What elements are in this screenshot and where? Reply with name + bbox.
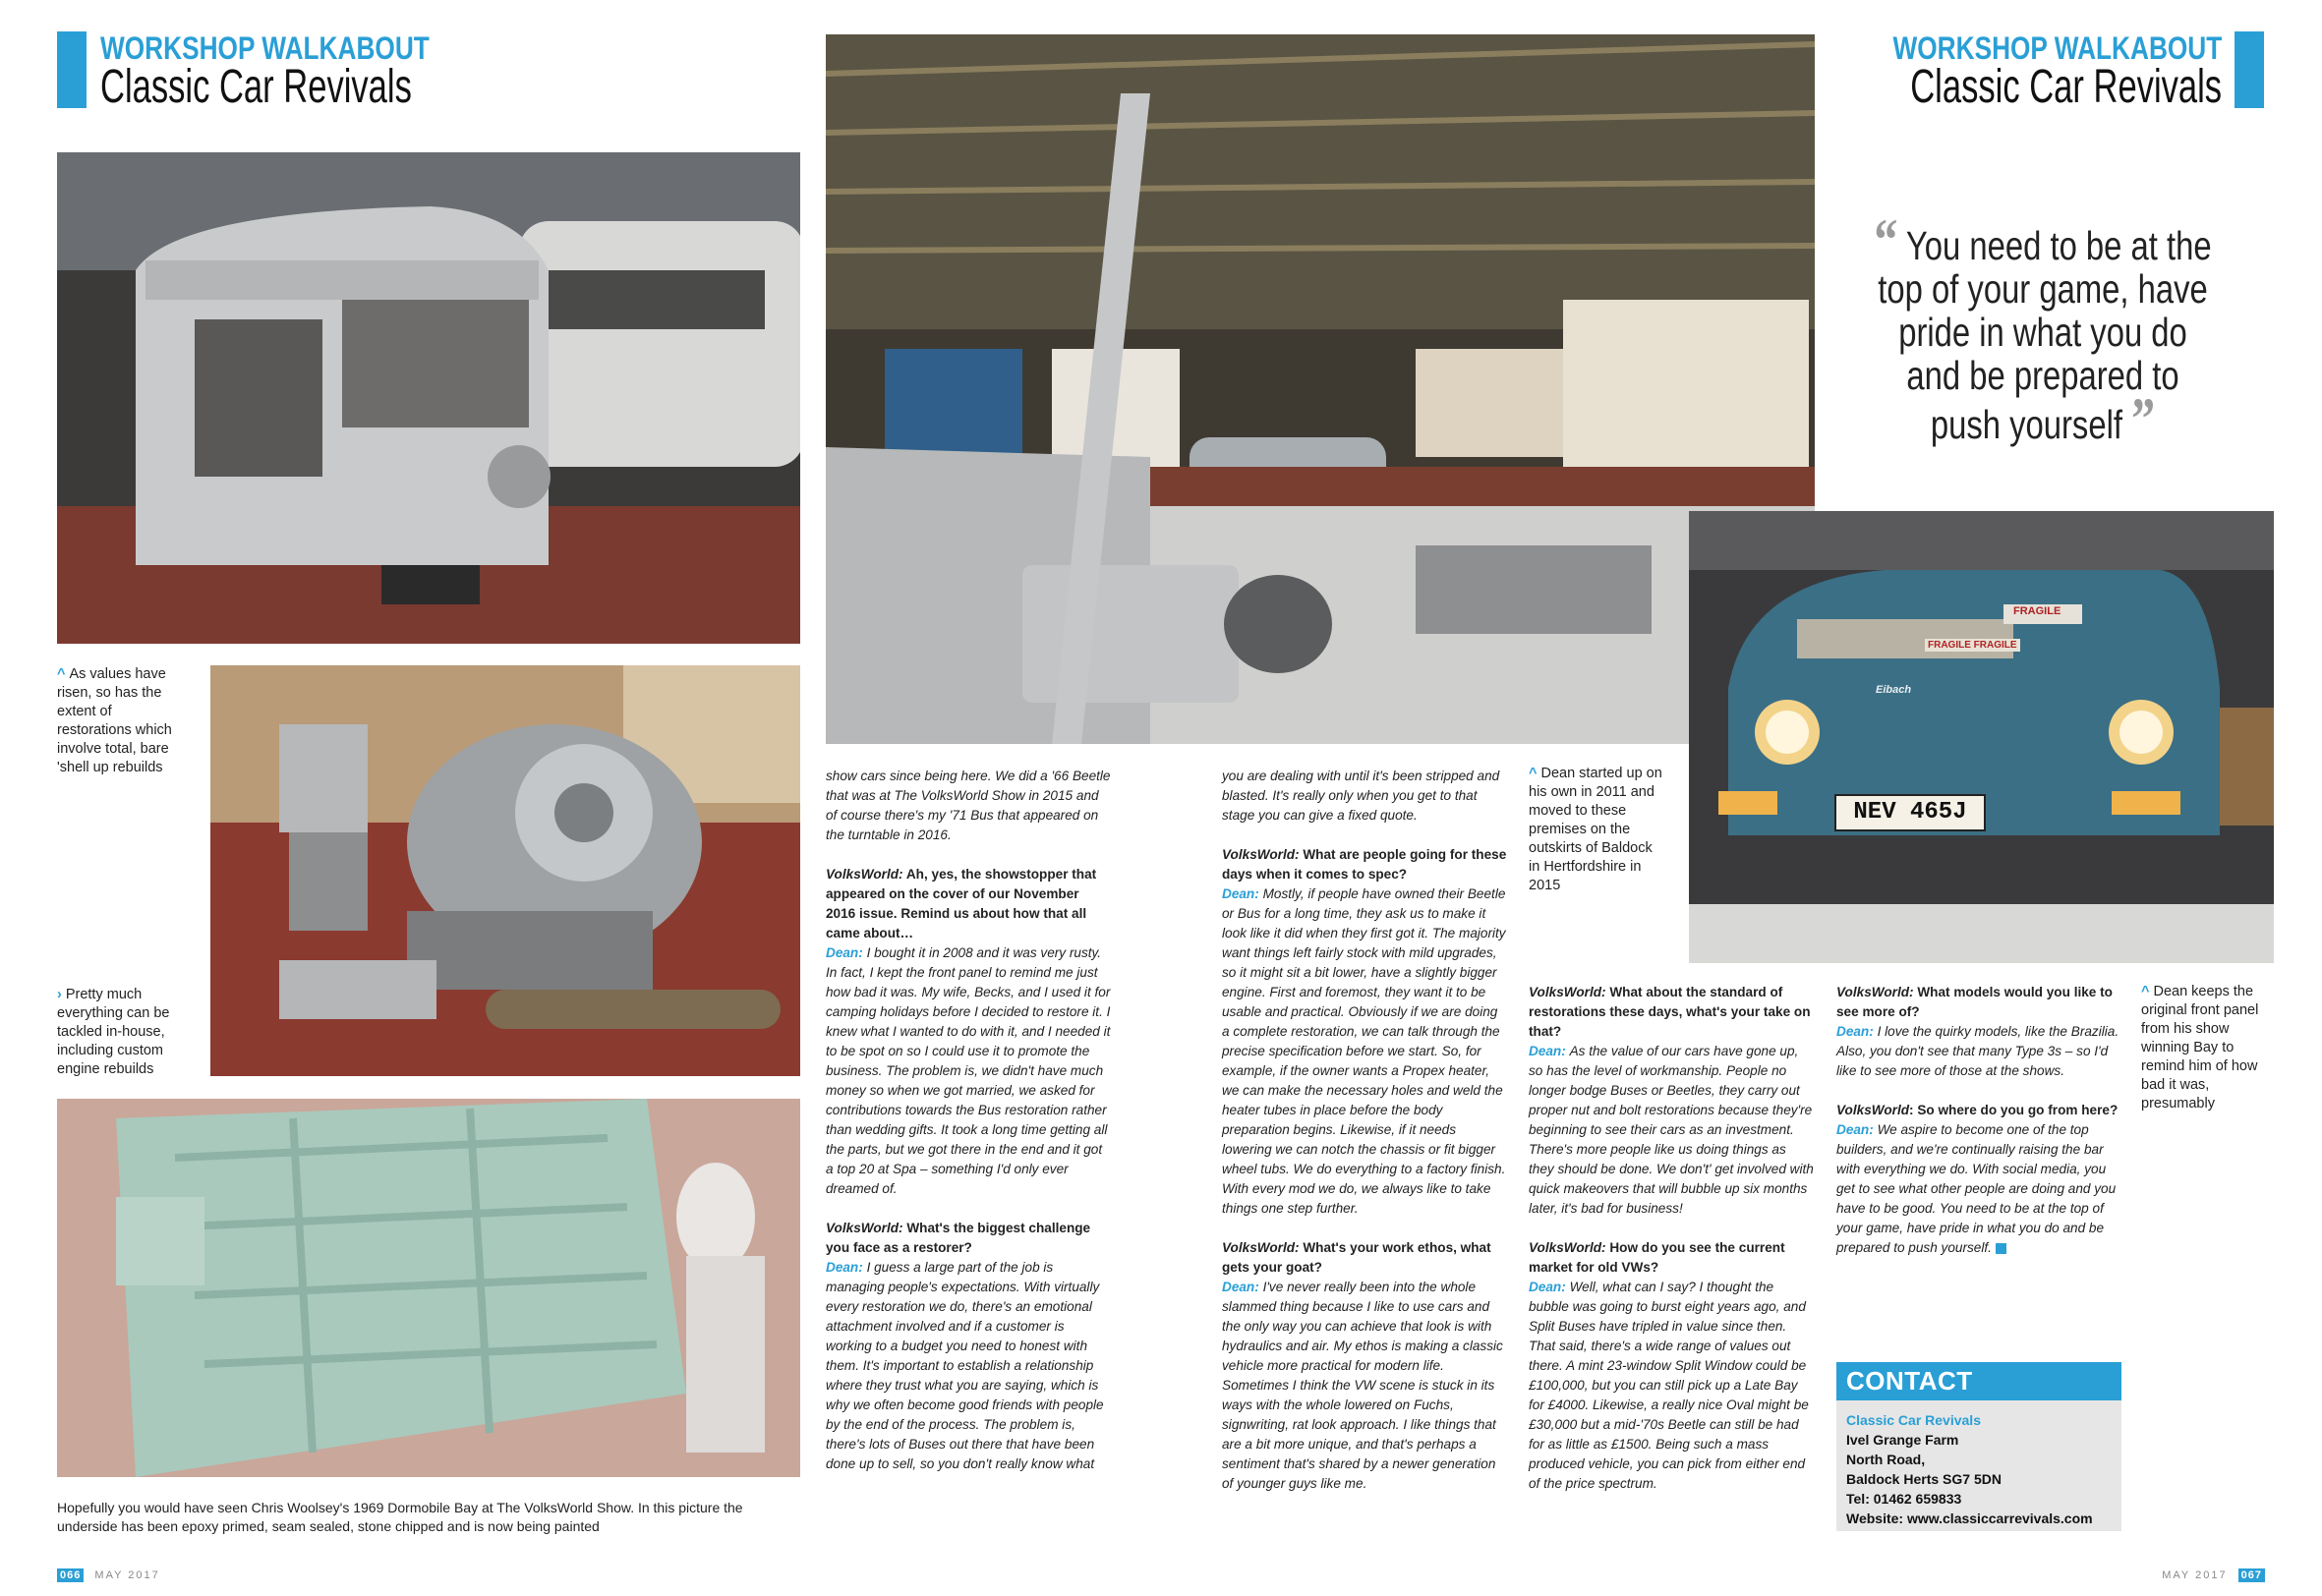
caption-bottom-text: Hopefully you would have seen Chris Woolsey's 1969 Dormobile Bay at The VolksWorld Show. In this picture the underside has been epoxy primed, seam sealed, stone chipped and is now being painted (57, 1500, 743, 1534)
caption-dean-keeps-text: Dean keeps the original front panel from his show winning Bay to remind him of how bad it was, presumably (2141, 984, 2259, 1112)
contact-address-line3: Baldock Herts SG7 5DN (1846, 1471, 2002, 1487)
article-column-2 (1222, 767, 1507, 1513)
caret-up-icon: ^ (2141, 984, 2150, 999)
qa-block: VolksWorld: What's the biggest challenge you face as a restorer? Dean: I guess a large part of the job is managing people's expectations. With virtually every restoration we do, there's an emotional attachment involved and if a customer is working to a budget you need to honest with them. It's important to establish a relationship where they trust what you are saying, which is why we often become good friends with people by the end of the process. The problem is, there's lots of Buses out there that have been done up to sell, so you don't really know what (826, 1221, 1104, 1471)
contact-box (1836, 1362, 2121, 1531)
issue-date-right: MAY 2017 (2162, 1569, 2228, 1581)
header-accent-bar-right (2235, 31, 2264, 108)
article-column-4 (1836, 983, 2121, 1278)
qa-block: VolksWorld: Ah, yes, the showstopper that appeared on the cover of our November 2016 issue. Remind us about how that all came about… Dean: I bought it in 2008 and it was very rusty. In fact, I kept the front panel to remind me just how bad it was. My wife, Becks, and I used it for camping holidays before I decided to restore it. I knew what I wanted to do with it, and I needed it to be spot on so I could use it to promote the business. The problem is, we didn't have much money so when we got married, we asked for contributions towards the Bus restoration rather than wedding gifts. It took a long time getting all the parts, but we got there in the end and it got a top 20 at Spa – something I'd only ever dreamed of. (826, 867, 1111, 1196)
caption-inhouse (57, 986, 185, 1079)
qa-block: VolksWorld: What about the standard of restorations these days, what's your take on that? Dean: As the value of our cars have gone up, so has the level of workmanship. People no longer bodge Buses or Beetles, they carry out proper nut and bolt restorations because they're beginning to see their cars as an investment. There's more people like us doing things as they should be done. We don't' get involved with quick makeovers that will bubble up six months later, it's bad for business! (1529, 985, 1814, 1216)
article-column-3 (1529, 983, 1814, 1513)
caption-inhouse-text: Pretty much everything can be tackled in-house, including custom engine rebuilds (57, 987, 170, 1077)
caption-dean-started (1529, 765, 1666, 895)
caption-dean-started-text: Dean started up on his own in 2011 and moved to these premises on the outskirts of Baldock in Hertfordshire in 2015 (1529, 766, 1662, 893)
photo-custom-engine (210, 665, 800, 1076)
caption-values-text: As values have risen, so has the extent of restorations which involve total, bare 'shell up rebuilds (57, 666, 172, 775)
photo-bus-shell (57, 152, 800, 644)
qa-block: VolksWorld: What models would you like to see more of? Dean: I love the quirky models, like the Brazilia. Also, you don't see that many Type 3s – so I'd like to see more of those at the shows. (1836, 985, 2119, 1078)
article-column-1 (826, 767, 1111, 1494)
qa-block: VolksWorld: What are people going for these days when it comes to spec? Dean: Mostly, if people have owned their Beetle or Bus for a long time, they ask us to make it look like it did when they first got it. The majority want things left fairly stock with mild upgrades, so it might sit a bit lower, have a slightly bigger engine. First and foremost, they want it to be usable and practical. Obviously if we are doing a complete restoration, we can talk through the precise specification before we start. So, for example, if the owner wants a Propex heater, we can make the necessary holes and weld the heater tubes in place before the body preparation begins. Likewise, if it needs lowering we can notch the chassis or fit bigger wheel tubs. We do everything to a factory finish. With every mod we do, we always like to take things one step further. (1222, 847, 1507, 1216)
paragraph: show cars since being here. We did a '66 Beetle that was at The VolksWorld Show in 2015 and of course there's my '71 Bus that appeared on the turntable in 2016. (826, 769, 1111, 842)
sticker-fragile-fragile: FRAGILE FRAGILE (1925, 639, 2020, 652)
header-title-right: Classic Car Revivals (1910, 61, 2222, 113)
qa-block: VolksWorld: How do you see the current market for old VWs? Dean: Well, what can I say? I thought the bubble was going to burst eight years ago, and Split Buses have tripled in value since then. That said, there's a wide range of values out there. A mint 23-window Split Window could be £100,000, but you can still pick up a Late Bay for £4000. Likewise, a really nice Oval might be £30,000 but a mid-'70s Beetle can still be had for as little as £1500. Being such a mass produced vehicle, you can pick from either end of the price spectrum. (1529, 1240, 1809, 1491)
caption-values (57, 665, 180, 777)
contact-address-line1: Ivel Grange Farm (1846, 1432, 1959, 1448)
caret-up-icon: ^ (57, 666, 66, 682)
chevron-right-icon: › (57, 987, 62, 1002)
qa-block: VolksWorld: What's your work ethos, what gets your goat? Dean: I've never really been into the whole slammed thing because I like to use cars and the only way you can achieve that look is with hydraulics and air. My ethos is making a classic vehicle more practical for modern life. Sometimes I think the VW scene is stuck in its ways with the whole lowered on Fuchs, signwriting, rat look approach. I like things that are a bit more unique, and that's perhaps a sentiment that's shared by a newer generation of younger guys like me. (1222, 1240, 1503, 1491)
folio-left (57, 1568, 160, 1582)
photo-underside-painting (57, 1099, 800, 1477)
page-number-right: 067 (2238, 1568, 2265, 1582)
page-number-left: 066 (57, 1568, 84, 1582)
caret-up-icon: ^ (1529, 766, 1538, 781)
header-kicker-right: WORKSHOP WALKABOUT (1892, 30, 2222, 66)
caption-bottom (57, 1499, 804, 1536)
paragraph: you are dealing with until it's been stripped and blasted. It's really only when you get to that stage you can give a fixed quote. (1222, 769, 1500, 823)
contact-website: Website: www.classiccarrevivals.com (1846, 1510, 2093, 1526)
photo-workshop-interior (826, 34, 1815, 744)
open-quote-mark: “ (1874, 207, 1898, 272)
contact-heading: CONTACT (1836, 1362, 2121, 1400)
header-accent-bar-left (57, 31, 87, 108)
header-title-left: Classic Car Revivals (100, 61, 412, 113)
license-plate: NEV 465J (1834, 794, 1986, 831)
folio-right (2162, 1568, 2265, 1582)
contact-name: Classic Car Revivals (1846, 1412, 1981, 1428)
contact-details (1836, 1400, 2121, 1538)
header-kicker-left: WORKSHOP WALKABOUT (100, 30, 430, 66)
pull-quote-text: You need to be at the top of your game, have pride in what you do and be prepared to push yourself (1878, 223, 2212, 447)
qa-block: VolksWorld: So where do you go from here? Dean: We aspire to become one of the top builders, and we're continually raising the bar with everything we do. With social media, you get to see what other people are doing and you have to be good. You need to be at the top of your game, have pride in what you do and be prepared to push yourself. (1836, 1103, 2119, 1255)
caption-dean-keeps (2141, 983, 2269, 1113)
sticker-eibach: Eibach (1876, 684, 1912, 696)
contact-tel: Tel: 01462 659833 (1846, 1491, 1962, 1507)
issue-date-left: MAY 2017 (94, 1569, 160, 1581)
contact-address-line2: North Road, (1846, 1452, 1926, 1467)
end-mark-icon (1996, 1243, 2006, 1254)
pull-quote (1827, 207, 2259, 451)
photo-front-panel (1689, 511, 2274, 963)
sticker-fragile: FRAGILE (2013, 605, 2061, 617)
close-quote-mark: ” (2131, 386, 2156, 451)
